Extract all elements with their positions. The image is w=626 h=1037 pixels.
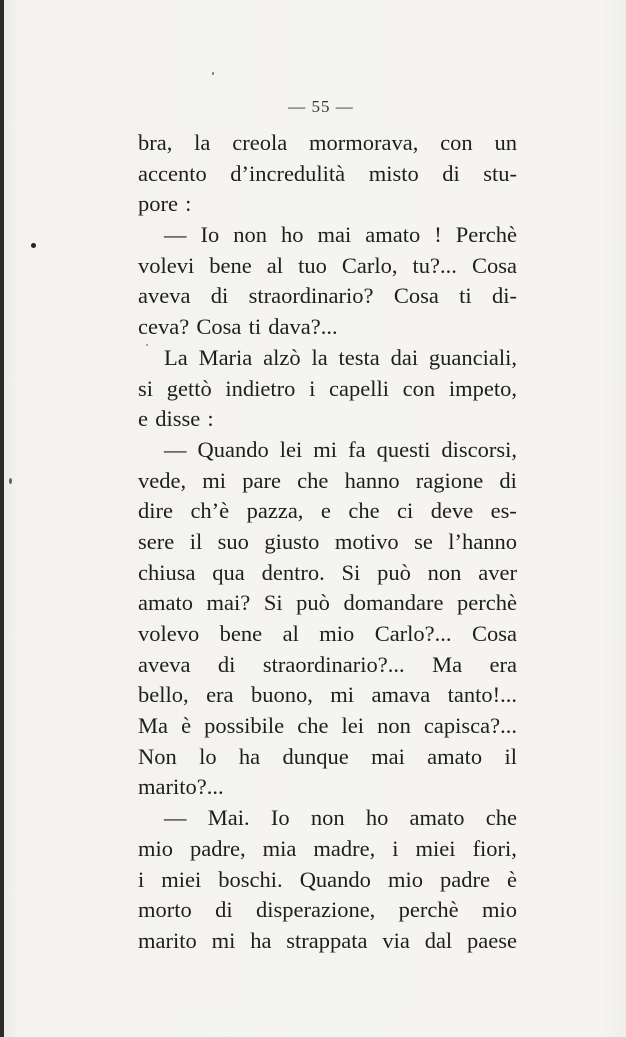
word: paese (467, 927, 517, 953)
text-line (138, 619, 517, 650)
word: e (320, 498, 331, 524)
word: Ma (432, 651, 463, 677)
word: mio (319, 621, 355, 646)
page-binding-edge (0, 0, 4, 1037)
word: mia (262, 835, 297, 861)
ink-speck (212, 72, 214, 75)
text-line (138, 680, 517, 711)
word: La (164, 344, 188, 370)
word: ragione (415, 467, 484, 493)
word: mi (211, 927, 236, 953)
text-line (138, 803, 517, 834)
word: ti (248, 314, 262, 340)
word: chiusa (138, 559, 196, 585)
word: pare (242, 467, 281, 493)
text-line (138, 742, 517, 773)
word: impeto, (448, 375, 517, 401)
word: e (138, 406, 148, 432)
ink-speck (9, 478, 12, 484)
text-line (138, 220, 517, 251)
word: bene (219, 621, 263, 646)
text-line (138, 772, 517, 803)
word: perchè (398, 897, 459, 923)
word: bra, (138, 130, 173, 155)
word: ci (397, 498, 414, 524)
word: di (217, 651, 236, 677)
word: può (296, 590, 330, 616)
text-line (138, 466, 517, 497)
word: strappata (286, 927, 368, 953)
word: padre, (190, 835, 246, 861)
word: Quando (299, 866, 371, 892)
word: pore (138, 191, 178, 217)
word: — (164, 805, 187, 831)
word: Cosa (471, 621, 517, 646)
word: dai (390, 344, 419, 370)
word: — (164, 222, 187, 248)
word: fiori, (472, 835, 517, 861)
word: discorsi, (441, 436, 517, 462)
word: che (348, 498, 380, 524)
word: Non (138, 743, 177, 769)
word: possibile (204, 713, 285, 739)
word: mio (387, 866, 423, 892)
word: la (311, 344, 328, 370)
word: può (377, 559, 411, 585)
word: volevi (138, 252, 195, 278)
word: i (138, 866, 145, 892)
word: Quando (197, 436, 269, 462)
word: non (427, 559, 462, 585)
word: misto (368, 160, 419, 186)
word: Cosa (196, 314, 242, 340)
word: Si (341, 559, 361, 585)
word: lo (199, 743, 217, 769)
word: lei (341, 713, 364, 739)
text-line (138, 312, 517, 343)
word: : (207, 406, 214, 432)
word: aver (478, 559, 517, 585)
word: ho (281, 222, 304, 248)
word: testa (338, 344, 380, 370)
word: Cosa (471, 252, 517, 278)
word: ti (459, 283, 472, 309)
word: dunque (282, 743, 349, 769)
word: marito (138, 927, 197, 953)
word: Cosa (393, 283, 439, 309)
word: al (266, 252, 284, 278)
text-line (138, 558, 517, 589)
word: tanto!... (447, 682, 517, 708)
word: i (392, 835, 399, 861)
word: di (499, 467, 517, 493)
word: pazza, (246, 498, 304, 524)
word: deve (430, 498, 474, 524)
word: aveva (138, 283, 191, 309)
word: guanciali, (428, 344, 517, 370)
word: ho (365, 805, 389, 831)
word: Mai. (207, 805, 250, 831)
word: mai (371, 743, 405, 769)
word: alzò (263, 344, 301, 370)
word: capisca?... (423, 713, 517, 739)
word: perchè (457, 590, 517, 616)
word: amato (365, 222, 421, 248)
word: Carlo, (341, 252, 398, 278)
word: ch’è (190, 498, 230, 524)
word: straordinario? (248, 283, 374, 309)
word: mai (317, 222, 352, 248)
word: qua (212, 559, 245, 585)
text-line (138, 281, 517, 312)
word: marito?... (138, 774, 224, 800)
word: bello, (138, 682, 189, 708)
word: l’hanno (448, 528, 517, 554)
word: accento (138, 160, 207, 186)
text-line (138, 926, 517, 957)
word: al (282, 621, 299, 646)
word: Perchè (455, 222, 517, 248)
word: ceva? (138, 314, 190, 340)
word: padre (439, 866, 490, 892)
word: mormorava, (309, 130, 419, 155)
word: dava?... (268, 314, 338, 340)
word: fa (348, 436, 366, 462)
word: domandare (343, 590, 444, 616)
page-number: — 55 — (288, 97, 354, 116)
text-line (138, 404, 517, 435)
word: dentro. (261, 559, 325, 585)
word: giusto (264, 528, 320, 554)
word: morto (138, 897, 192, 923)
word: d’incredulità (230, 160, 346, 186)
word: madre, (313, 835, 376, 861)
word: boschi. (218, 866, 283, 892)
word: gettò (166, 375, 212, 401)
word: di (215, 897, 233, 923)
word: di- (491, 283, 517, 309)
text-line (138, 865, 517, 896)
word: creola (232, 130, 288, 155)
text-line (138, 374, 517, 405)
word: buono, (250, 682, 313, 708)
word: il (504, 743, 517, 769)
word: era (206, 682, 234, 708)
word: mai? (206, 590, 251, 616)
word: Io (200, 222, 220, 248)
word: volevo (138, 621, 200, 646)
word: è (181, 713, 192, 739)
text-line (138, 251, 517, 282)
body-text (138, 128, 517, 957)
word: mi (330, 682, 355, 708)
word: mio (481, 897, 517, 923)
word: — (164, 436, 187, 462)
word: Ma (138, 713, 168, 739)
word: il (189, 528, 203, 554)
word: miei (415, 835, 456, 861)
ink-speck (31, 243, 36, 248)
word: miei (161, 866, 202, 892)
word: es- (490, 498, 517, 524)
word: amato (427, 743, 483, 769)
word: mi (202, 467, 227, 493)
word: stu- (483, 160, 517, 186)
word: straordinario?... (262, 651, 405, 677)
text-line (138, 435, 517, 466)
text-line (138, 895, 517, 926)
word: che (485, 805, 517, 831)
word: mio (138, 835, 174, 861)
word: bene (209, 252, 252, 278)
word: non (233, 222, 267, 248)
word: Si (263, 590, 283, 616)
word: con (402, 375, 436, 401)
word: mi (313, 436, 338, 462)
text-line (138, 650, 517, 681)
word: dire (138, 498, 173, 524)
word: era (489, 651, 517, 677)
text-line (138, 711, 517, 742)
word: tu?... (412, 252, 457, 278)
word: con (440, 130, 473, 155)
word: dal (424, 927, 453, 953)
text-line (138, 159, 517, 190)
word: che (297, 467, 329, 493)
word: la (194, 130, 211, 155)
text-line (138, 588, 517, 619)
text-line (138, 343, 517, 374)
word: questi (376, 436, 431, 462)
word: amato (409, 805, 465, 831)
word: ha (250, 927, 272, 953)
text-line (138, 189, 517, 220)
word: è (506, 866, 517, 892)
word: disse (155, 406, 201, 432)
word: non (377, 713, 411, 739)
word: disperazione, (255, 897, 376, 923)
word: ha (238, 743, 261, 769)
word: indietro (225, 375, 296, 401)
word: si (138, 375, 154, 401)
word: Carlo?... (374, 621, 452, 646)
word: di (442, 160, 460, 186)
word: capelli (329, 375, 389, 401)
word: motivo (334, 528, 399, 554)
word: vede, (138, 467, 187, 493)
word: un (494, 130, 517, 155)
word: aveva (138, 651, 191, 677)
word: tuo (298, 252, 327, 278)
word: che (297, 713, 329, 739)
word: se (414, 528, 433, 554)
word: amato (138, 590, 193, 616)
word: via (382, 927, 410, 953)
word: ! (434, 222, 442, 248)
word: lei (279, 436, 303, 462)
word: i (309, 375, 316, 401)
word: : (185, 191, 192, 217)
word: suo (217, 528, 249, 554)
word: amava (371, 682, 431, 708)
word: sere (138, 528, 175, 554)
word: Maria (198, 344, 253, 370)
text-line (138, 496, 517, 527)
word: Io (270, 805, 290, 831)
text-line (138, 834, 517, 865)
text-line (138, 527, 517, 558)
text-line (138, 128, 517, 159)
word: non (310, 805, 345, 831)
word: di (210, 283, 229, 309)
word: hanno (344, 467, 400, 493)
